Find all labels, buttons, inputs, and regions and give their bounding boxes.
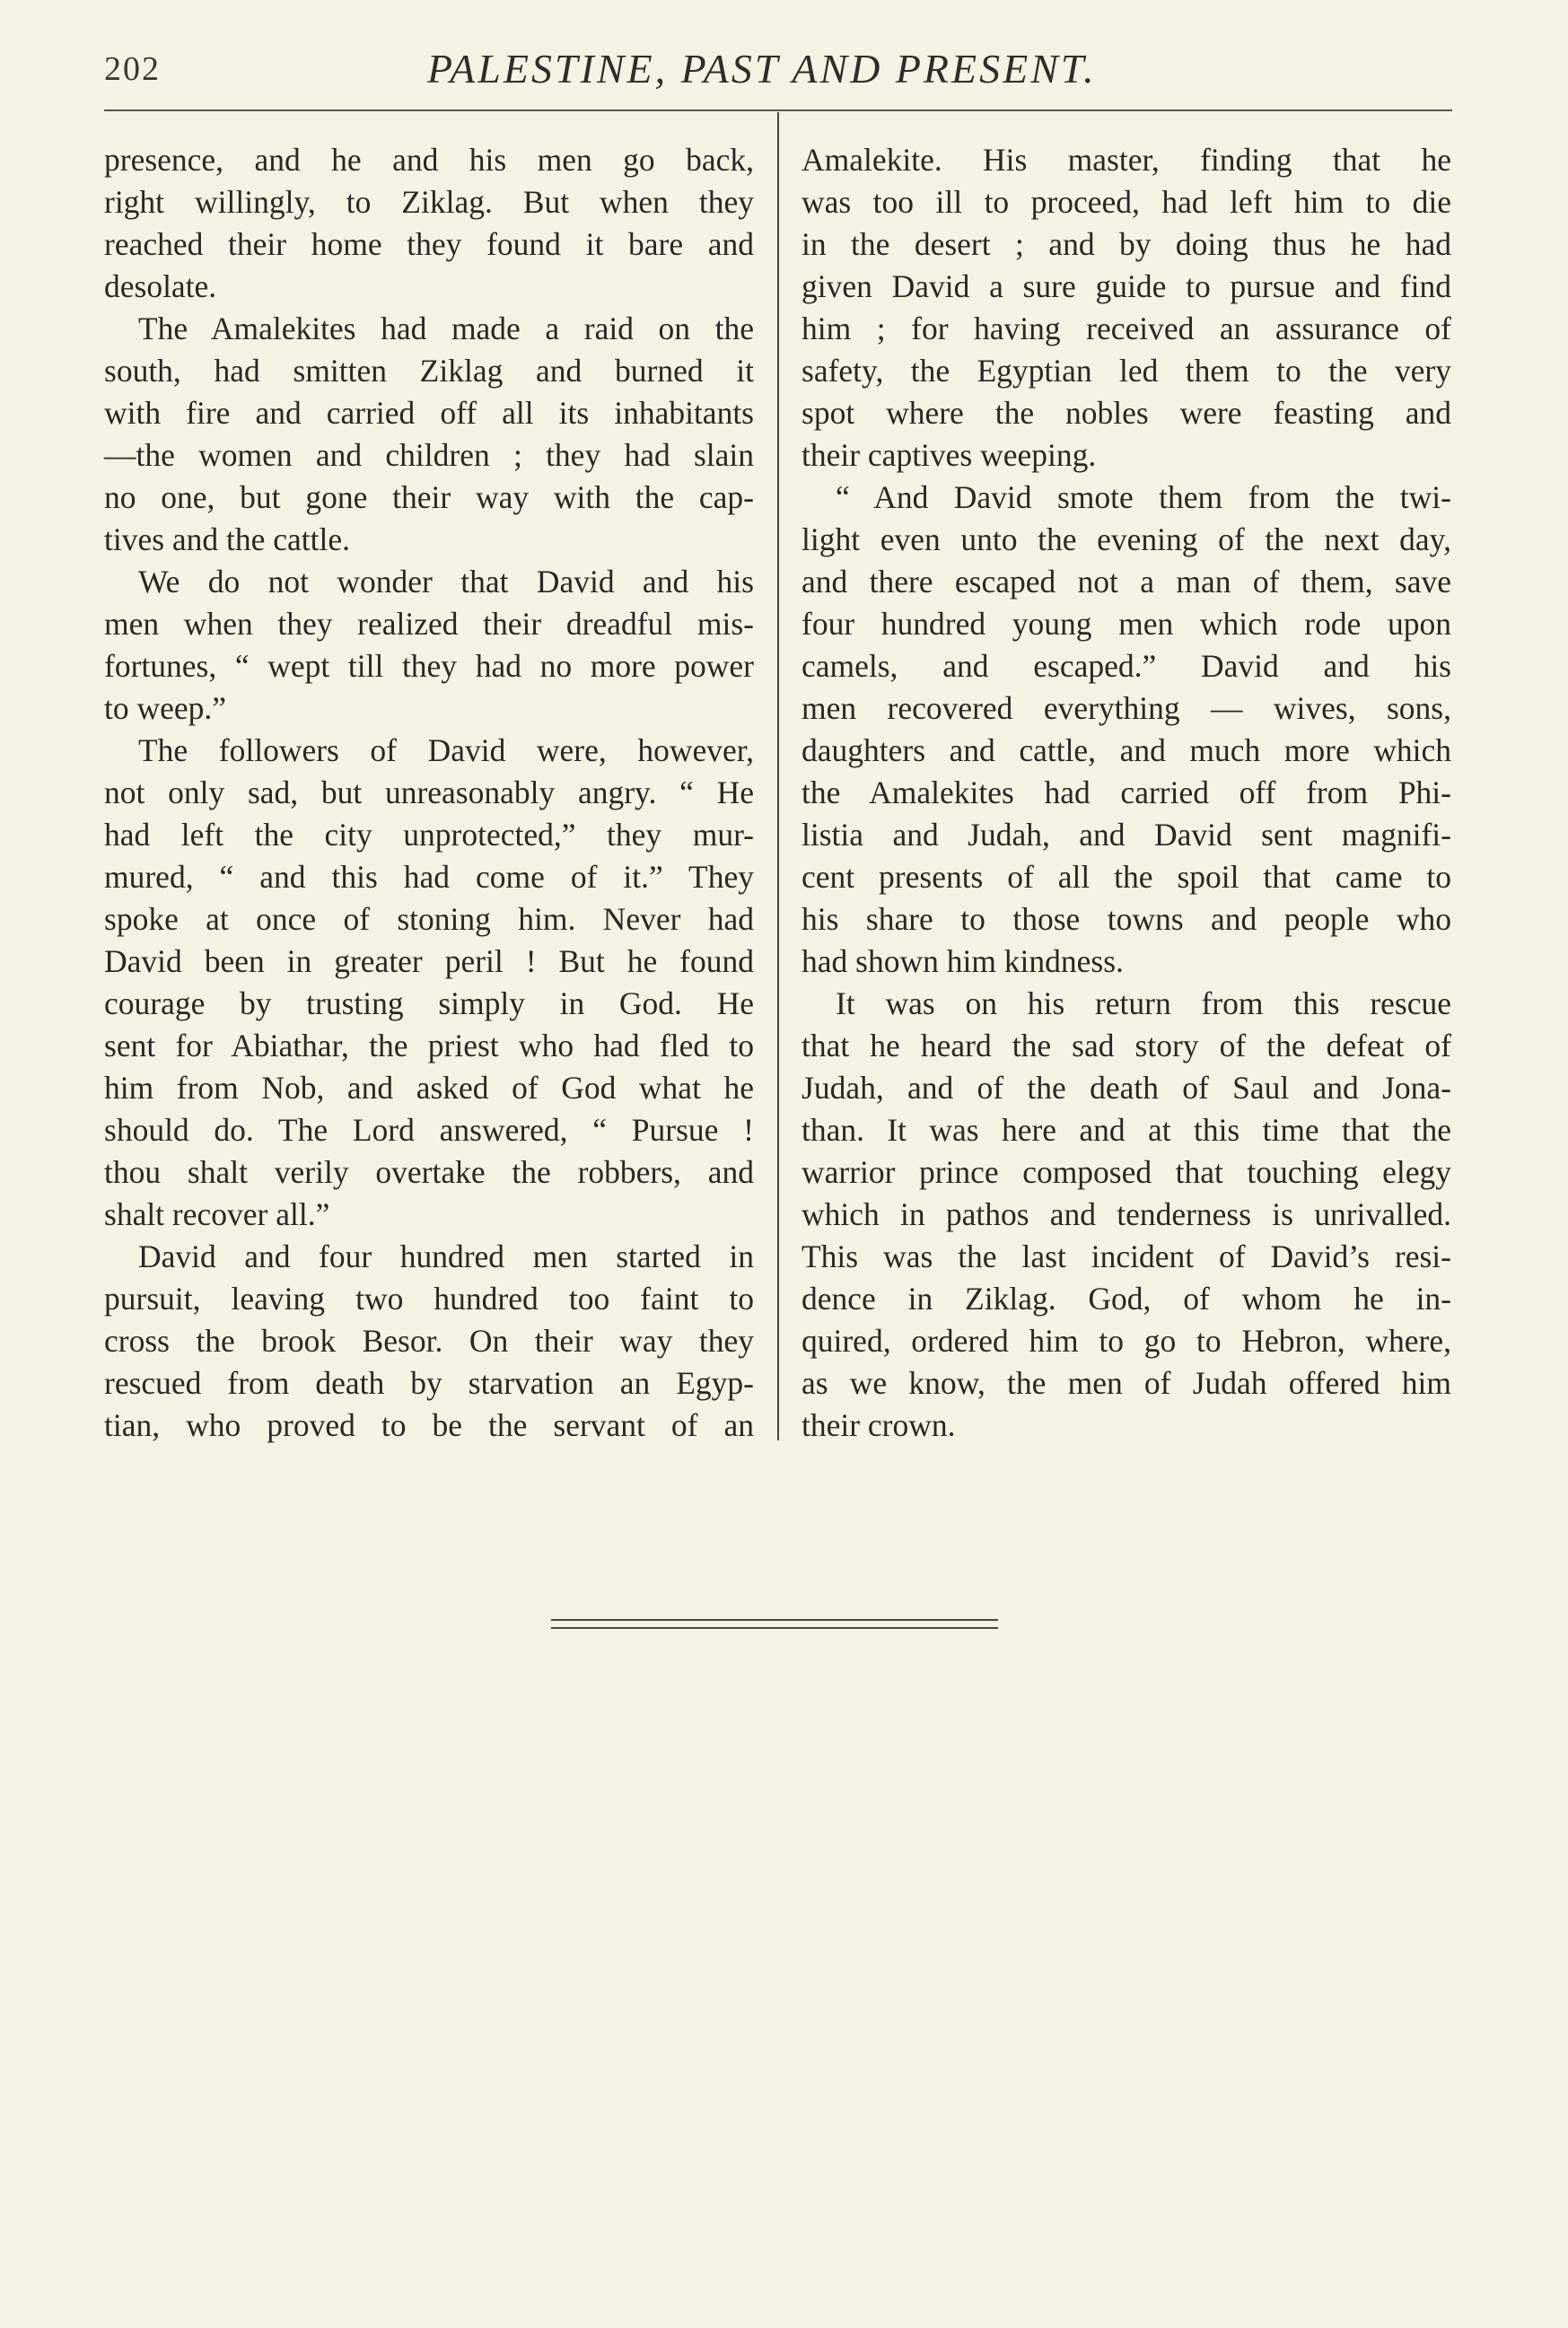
text-line: four hundred young men which rode upon (802, 606, 1451, 642)
page-number: 202 (104, 50, 161, 88)
text-line: tian, who proved to be the servant of an (104, 1407, 754, 1443)
text-line: in the desert ; and by doing thus he had (802, 226, 1451, 262)
text-line: cent presents of all the spoil that came to (802, 859, 1451, 895)
running-title: PALESTINE, PAST AND PRESENT. (427, 46, 1097, 92)
text-line: presence, and he and his men go back, (104, 142, 754, 178)
text-line: shalt recover all.” (104, 1196, 330, 1232)
text-line: the Amalekites had carried off from Phi- (802, 775, 1451, 810)
text-line: listia and Judah, and David sent magnifi- (802, 817, 1451, 853)
text-line: than. It was here and at this time that the (802, 1112, 1451, 1148)
text-line: rescued from death by starvation an Egyp- (104, 1365, 754, 1401)
text-line: should do. The Lord answered, “ Pursue ! (104, 1112, 754, 1148)
header-rule (104, 109, 1452, 111)
text-line: him from Nob, and asked of God what he (104, 1070, 754, 1106)
text-line: cross the brook Besor. On their way they (104, 1323, 754, 1359)
text-line: fortunes, “ wept till they had no more power (104, 648, 754, 684)
text-line: The Amalekites had made a raid on the (138, 311, 754, 346)
text-line: no one, but gone their way with the cap- (104, 479, 754, 515)
text-line: and there escaped not a man of them, save (802, 564, 1451, 600)
text-line: Judah, and of the death of Saul and Jona- (802, 1070, 1451, 1106)
text-line: dence in Ziklag. God, of whom he in- (802, 1281, 1451, 1317)
text-line: “ And David smote them from the twi- (836, 479, 1451, 515)
text-line: men when they realized their dreadful mis- (104, 606, 754, 642)
text-line: men recovered everything — wives, sons, (802, 690, 1451, 726)
text-line: David and four hundred men started in (138, 1238, 754, 1274)
text-line: reached their home they found it bare and (104, 226, 754, 262)
end-rule-upper (551, 1619, 998, 1621)
text-line: spoke at once of stoning him. Never had (104, 901, 754, 937)
text-line: —the women and children ; they had slain (104, 437, 754, 473)
text-line: had left the city unprotected,” they mur- (104, 817, 754, 853)
text-line: as we know, the men of Judah offered him (802, 1365, 1451, 1401)
text-line: was too ill to proceed, had left him to die (802, 184, 1451, 220)
text-line: which in pathos and tenderness is unrivalled. (802, 1196, 1451, 1232)
text-line: The followers of David were, however, (138, 732, 754, 768)
text-line: that he heard the sad story of the defeat of (802, 1028, 1451, 1063)
text-line: warrior prince composed that touching elegy (802, 1154, 1451, 1190)
text-line: right willingly, to Ziklag. But when they (104, 184, 754, 220)
text-line: thou shalt verily overtake the robbers, and (104, 1154, 754, 1190)
text-line: This was the last incident of David’s resi- (802, 1238, 1451, 1274)
text-line: sent for Abiathar, the priest who had fled to (104, 1028, 754, 1063)
text-line: spot where the nobles were feasting and (802, 395, 1451, 431)
text-line: It was on his return from this rescue (836, 985, 1451, 1021)
text-line: not only sad, but unreasonably angry. “ He (104, 775, 754, 810)
text-line: desolate. (104, 268, 217, 304)
text-line: safety, the Egyptian led them to the very (802, 353, 1451, 389)
text-line: given David a sure guide to pursue and find (802, 268, 1451, 304)
end-rule-lower (551, 1627, 998, 1629)
text-line: had shown him kindness. (802, 943, 1124, 979)
text-line: light even unto the evening of the next day, (802, 521, 1451, 557)
left-text-column (104, 139, 754, 1447)
text-line: pursuit, leaving two hundred too faint to (104, 1281, 754, 1317)
text-line: quired, ordered him to go to Hebron, where, (802, 1323, 1451, 1359)
text-line: their captives weeping. (802, 437, 1097, 473)
text-line: his share to those towns and people who (802, 901, 1451, 937)
text-line: Amalekite. His master, finding that he (802, 142, 1451, 178)
text-line: with fire and carried off all its inhabitants (104, 395, 754, 431)
text-line: camels, and escaped.” David and his (802, 648, 1451, 684)
text-line: south, had smitten Ziklag and burned it (104, 353, 754, 389)
text-line: mured, “ and this had come of it.” They (104, 859, 754, 895)
text-line: We do not wonder that David and his (138, 564, 754, 600)
text-line: their crown. (802, 1407, 956, 1443)
page-header (0, 0, 1568, 117)
text-line: David been in greater peril ! But he found (104, 943, 754, 979)
column-divider (777, 112, 779, 1440)
text-line: him ; for having received an assurance of (802, 311, 1451, 346)
right-text-column (802, 139, 1451, 1447)
text-line: to weep.” (104, 690, 227, 726)
text-line: daughters and cattle, and much more which (802, 732, 1451, 768)
text-line: tives and the cattle. (104, 521, 351, 557)
text-line: courage by trusting simply in God. He (104, 985, 754, 1021)
